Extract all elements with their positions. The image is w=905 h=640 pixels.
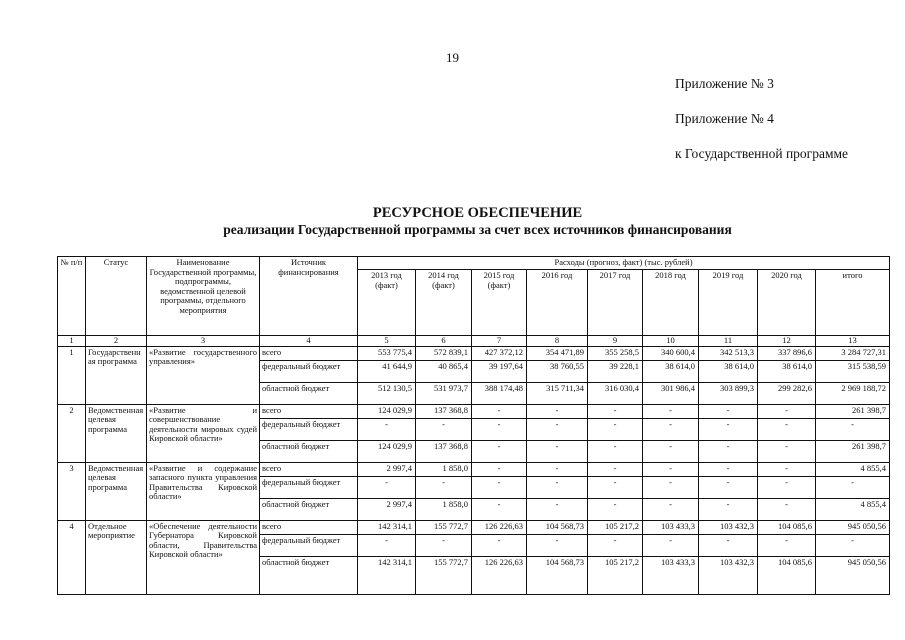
row-value-cell: 2 997,4 [358, 498, 416, 520]
row-value-cell: - [699, 404, 758, 418]
row-value-cell: 261 398,7 [816, 404, 890, 418]
row-value-cell: - [758, 476, 816, 498]
row-value-cell: 303 899,3 [699, 382, 758, 404]
row-value-cell: 104 568,73 [527, 556, 588, 594]
column-number-cell: 7 [472, 336, 527, 347]
row-value-cell: 126 226,63 [472, 556, 527, 594]
row-value-cell: - [643, 418, 699, 440]
row-value-cell: 103 432,3 [699, 556, 758, 594]
row-value-cell: - [588, 534, 643, 556]
column-number-row [58, 336, 890, 347]
row-value-cell: - [699, 418, 758, 440]
row-value-cell: - [643, 498, 699, 520]
row-funding-source: всего [260, 404, 358, 418]
table-row [58, 520, 890, 534]
table-row [58, 462, 890, 476]
row-value-cell: - [472, 476, 527, 498]
row-value-cell: 301 986,4 [643, 382, 699, 404]
row-funding-source: федеральный бюджет [260, 418, 358, 440]
row-funding-source: федеральный бюджет [260, 476, 358, 498]
row-value-cell: 39 228,1 [588, 360, 643, 382]
header-year-2020: 2020 год [758, 270, 816, 336]
column-number-cell: 9 [588, 336, 643, 347]
row-value-cell: 105 217,2 [588, 556, 643, 594]
row-value-cell: 945 050,56 [816, 556, 890, 594]
row-value-cell: - [416, 476, 472, 498]
column-number-cell: 1 [58, 336, 86, 347]
row-value-cell: - [643, 476, 699, 498]
header-year-2019: 2019 год [699, 270, 758, 336]
row-value-cell: 38 614,0 [699, 360, 758, 382]
row-value-cell: 261 398,7 [816, 440, 890, 462]
row-program-name: «Обеспечение деятельности Губернатора Кировской области, Правительства Кировской области» [147, 520, 260, 594]
column-number-cell: 12 [758, 336, 816, 347]
row-value-cell: - [416, 418, 472, 440]
row-value-cell: 103 433,3 [643, 556, 699, 594]
row-value-cell: - [472, 498, 527, 520]
row-value-cell: 1 858,0 [416, 462, 472, 476]
row-value-cell: - [758, 418, 816, 440]
row-value-cell: - [643, 404, 699, 418]
row-value-cell: 2 997,4 [358, 462, 416, 476]
row-value-cell: 4 855,4 [816, 462, 890, 476]
row-value-cell: - [816, 534, 890, 556]
row-value-cell: - [758, 534, 816, 556]
row-value-cell: 41 644,9 [358, 360, 416, 382]
row-value-cell: 155 772,7 [416, 556, 472, 594]
row-value-cell: 355 258,5 [588, 346, 643, 360]
row-value-cell: 137 368,8 [416, 404, 472, 418]
header-year-2013: 2013 год (факт) [358, 270, 416, 336]
header-year-2014: 2014 год (факт) [416, 270, 472, 336]
row-value-cell: - [758, 404, 816, 418]
row-value-cell: - [816, 476, 890, 498]
row-program-name: «Развитие и содержание запасного пункта управления Правительства Кировской области» [147, 462, 260, 520]
row-value-cell: 142 314,1 [358, 556, 416, 594]
row-value-cell: 137 368,8 [416, 440, 472, 462]
appendix-line-2: Приложение № 4 [675, 111, 774, 126]
header-year-2015: 2015 год (факт) [472, 270, 527, 336]
row-number: 4 [58, 520, 86, 594]
row-value-cell: - [527, 418, 588, 440]
document-title: РЕСУРСНОЕ ОБЕСПЕЧЕНИЕ [372, 205, 583, 221]
row-value-cell: - [588, 476, 643, 498]
row-value-cell: 38 760,55 [527, 360, 588, 382]
row-value-cell: - [472, 440, 527, 462]
row-value-cell: - [527, 498, 588, 520]
column-number-cell: 8 [527, 336, 588, 347]
row-program-name: «Развитие государственного управления» [147, 346, 260, 404]
table-row [58, 346, 890, 360]
appendix-line-3: к Государственной программе [675, 146, 849, 161]
row-value-cell: - [643, 440, 699, 462]
row-value-cell: 299 282,6 [758, 382, 816, 404]
row-funding-source: всего [260, 346, 358, 360]
row-value-cell: - [472, 462, 527, 476]
row-funding-source: федеральный бюджет [260, 534, 358, 556]
table-row [58, 404, 890, 418]
header-status: Статус [86, 257, 147, 336]
row-value-cell: - [816, 418, 890, 440]
row-value-cell: - [588, 418, 643, 440]
row-value-cell: 553 775,4 [358, 346, 416, 360]
resource-table [57, 256, 890, 595]
header-year-2016: 2016 год [527, 270, 588, 336]
row-value-cell: 316 030,4 [588, 382, 643, 404]
row-value-cell: - [588, 462, 643, 476]
row-value-cell: 531 973,7 [416, 382, 472, 404]
row-funding-source: областной бюджет [260, 382, 358, 404]
row-value-cell: 155 772,7 [416, 520, 472, 534]
row-value-cell: - [588, 440, 643, 462]
row-value-cell: - [416, 534, 472, 556]
row-value-cell: - [527, 534, 588, 556]
header-expenses: Расходы (прогноз, факт) (тыс. рублей) [358, 257, 890, 270]
row-status: Государственная программа [86, 346, 147, 404]
page-number: 19 [446, 50, 459, 65]
row-value-cell: - [758, 440, 816, 462]
row-value-cell: - [527, 404, 588, 418]
row-value-cell: 38 614,0 [643, 360, 699, 382]
row-funding-source: областной бюджет [260, 556, 358, 594]
row-value-cell: 945 050,56 [816, 520, 890, 534]
row-value-cell: - [643, 462, 699, 476]
column-number-cell: 5 [358, 336, 416, 347]
row-number: 2 [58, 404, 86, 462]
row-value-cell: - [588, 404, 643, 418]
row-value-cell: - [358, 476, 416, 498]
row-value-cell: 103 433,3 [643, 520, 699, 534]
row-value-cell: - [699, 534, 758, 556]
row-value-cell: 38 614,0 [758, 360, 816, 382]
row-value-cell: 142 314,1 [358, 520, 416, 534]
row-value-cell: 572 839,1 [416, 346, 472, 360]
header-source: Источник финансирования [260, 257, 358, 336]
row-funding-source: всего [260, 520, 358, 534]
appendix-line-1: Приложение № 3 [675, 76, 774, 91]
row-funding-source: федеральный бюджет [260, 360, 358, 382]
row-value-cell: 104 085,6 [758, 556, 816, 594]
row-funding-source: всего [260, 462, 358, 476]
row-value-cell: 126 226,63 [472, 520, 527, 534]
document-subtitle: реализации Государственной программы за счет всех источников финансирования [223, 222, 732, 237]
column-number-cell: 11 [699, 336, 758, 347]
row-value-cell: 315 711,34 [527, 382, 588, 404]
row-value-cell: 124 029,9 [358, 404, 416, 418]
row-value-cell: 337 896,6 [758, 346, 816, 360]
row-funding-source: областной бюджет [260, 498, 358, 520]
row-value-cell: 104 085,6 [758, 520, 816, 534]
row-value-cell: - [358, 418, 416, 440]
row-value-cell: 340 600,4 [643, 346, 699, 360]
header-num: № п/п [58, 257, 86, 336]
row-value-cell: 104 568,73 [527, 520, 588, 534]
column-number-cell: 2 [86, 336, 147, 347]
header-year-2018: 2018 год [643, 270, 699, 336]
row-value-cell: - [758, 498, 816, 520]
row-value-cell: 3 284 727,31 [816, 346, 890, 360]
row-funding-source: областной бюджет [260, 440, 358, 462]
header-year-2017: 2017 год [588, 270, 643, 336]
row-value-cell: - [472, 418, 527, 440]
row-program-name: «Развитие и совершенствование деятельности мировых судей Кировской области» [147, 404, 260, 462]
column-number-cell: 10 [643, 336, 699, 347]
header-total: итого [816, 270, 890, 336]
row-value-cell: - [699, 440, 758, 462]
row-value-cell: - [527, 476, 588, 498]
row-value-cell: 124 029,9 [358, 440, 416, 462]
row-value-cell: 354 471,89 [527, 346, 588, 360]
row-value-cell: 40 865,4 [416, 360, 472, 382]
row-status: Отдельное мероприятие [86, 520, 147, 594]
row-value-cell: 2 969 188,72 [816, 382, 890, 404]
column-number-cell: 6 [416, 336, 472, 347]
row-number: 1 [58, 346, 86, 404]
row-value-cell: 105 217,2 [588, 520, 643, 534]
row-status: Ведомственная целевая программа [86, 404, 147, 462]
row-value-cell: 512 130,5 [358, 382, 416, 404]
row-value-cell: - [643, 534, 699, 556]
row-value-cell: 427 372,12 [472, 346, 527, 360]
row-value-cell: 388 174,48 [472, 382, 527, 404]
row-status: Ведомственная целевая программа [86, 462, 147, 520]
row-value-cell: - [358, 534, 416, 556]
row-value-cell: - [588, 498, 643, 520]
column-number-cell: 3 [147, 336, 260, 347]
row-value-cell: - [527, 440, 588, 462]
row-value-cell: - [472, 534, 527, 556]
column-number-cell: 13 [816, 336, 890, 347]
row-value-cell: 1 858,0 [416, 498, 472, 520]
row-value-cell: - [758, 462, 816, 476]
row-value-cell: - [527, 462, 588, 476]
row-value-cell: - [699, 476, 758, 498]
header-name: Наименование Государственной программы, подпрограммы, ведомственной целевой программы, отдельного мероприятия [147, 257, 260, 336]
row-value-cell: 103 432,3 [699, 520, 758, 534]
row-value-cell: 39 197,64 [472, 360, 527, 382]
row-value-cell: - [472, 404, 527, 418]
row-value-cell: 315 538,59 [816, 360, 890, 382]
column-number-cell: 4 [260, 336, 358, 347]
row-value-cell: 4 855,4 [816, 498, 890, 520]
row-number: 3 [58, 462, 86, 520]
row-value-cell: - [699, 498, 758, 520]
row-value-cell: - [699, 462, 758, 476]
row-value-cell: 342 513,3 [699, 346, 758, 360]
